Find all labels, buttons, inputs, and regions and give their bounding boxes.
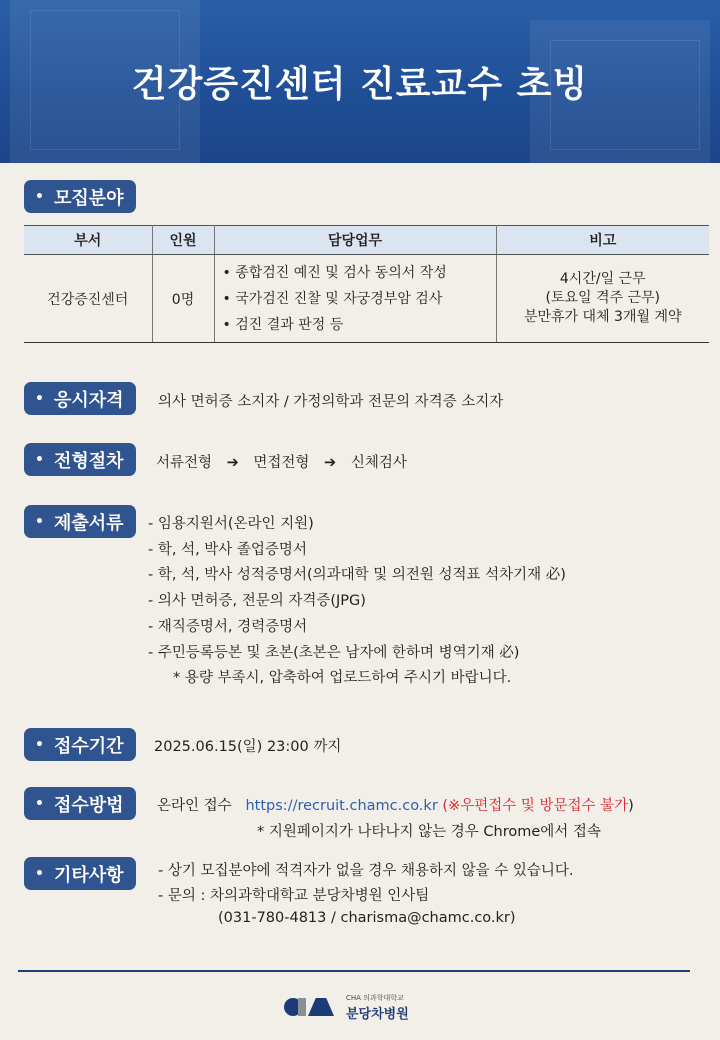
logo-main: 분당차병원 (346, 1006, 409, 1022)
section-qualification-badge (24, 382, 136, 415)
process-step: 신체검사 (350, 455, 407, 471)
documents-list (148, 512, 566, 692)
header-count: 인원 (152, 226, 214, 255)
section-process-badge (24, 443, 136, 476)
header-duties: 담당업무 (214, 226, 496, 255)
page-title: 건강증진센터 진료교수 초빙 (131, 64, 589, 105)
method-note: * 지원페이지가 나타나지 않는 경우 Chrome에서 접속 (257, 824, 601, 840)
etc-contact: (031-780-4813 / charisma@chamc.co.kr) (218, 910, 516, 926)
section-recruit-badge (24, 180, 136, 213)
documents-note: * 용량 부족시, 압축하여 업로드하여 주시기 바랍니다. (173, 670, 512, 687)
duty-item: • 종합검진 예진 및 검사 동의서 작성 (222, 264, 447, 281)
note-item: 4시간/일 근무 (559, 271, 646, 287)
list-item: - 의사 면허증, 전문의 자격증(JPG) (148, 593, 366, 610)
table-header-row (24, 226, 709, 255)
section-label: 접수기간 (53, 735, 124, 757)
section-label: 응시자격 (53, 389, 124, 411)
footer-divider (18, 970, 690, 972)
bullet-icon: • (35, 795, 44, 812)
bullet-icon: • (35, 865, 44, 882)
duty-item: • 검진 결과 판정 등 (222, 316, 344, 333)
cell-notes (496, 255, 709, 343)
method-close-paren: ) (628, 798, 634, 814)
cell-dept: 건강증진센터 (24, 255, 152, 343)
method-open-paren: ( (442, 798, 449, 814)
list-item: - 임용지원서(온라인 지원) (148, 516, 314, 532)
method-prefix: 온라인 접수 (157, 798, 232, 814)
section-label: 모집분야 (53, 187, 124, 209)
note-item: 분만휴가 대체 3개월 계약 (524, 309, 682, 325)
list-item: - 주민등록등본 및 초본(초본은 남자에 한하며 병역기재 必) (148, 644, 520, 661)
recruit-table (24, 225, 709, 343)
section-label: 전형절차 (53, 450, 124, 472)
section-period-badge (24, 728, 136, 761)
section-documents-badge (24, 505, 136, 538)
arrow-right-icon: ➔ (324, 455, 337, 471)
recruit-link[interactable]: https://recruit.chamc.co.kr (245, 798, 438, 814)
header-notes: 비고 (496, 226, 709, 255)
bullet-icon: • (35, 513, 44, 530)
header-dept: 부서 (24, 226, 152, 255)
hospital-logo (284, 992, 409, 1022)
bullet-icon: • (35, 390, 44, 407)
logo-names (346, 993, 409, 1022)
process-step: 면접전형 (253, 455, 310, 471)
method-warning: ※우편접수 및 방문접수 불가 (448, 798, 629, 814)
period-text: 2025.06.15(일) 23:00 까지 (154, 739, 342, 755)
duty-item: • 국가검진 진찰 및 자궁경부암 검사 (222, 290, 443, 307)
process-steps (156, 451, 407, 472)
cell-count: 0명 (152, 255, 214, 343)
method-line (157, 794, 634, 815)
note-item: (토요일 격주 근무) (545, 290, 660, 306)
list-item: - 재직증명서, 경력증명서 (148, 618, 308, 635)
list-item: - 학, 석, 박사 성적증명서(의과대학 및 의전원 성적표 석차기재 必) (148, 567, 566, 584)
section-label: 접수방법 (53, 794, 124, 816)
cha-logo-icon (284, 996, 336, 1018)
etc-item: - 상기 모집분야에 적격자가 없을 경우 채용하지 않을 수 있습니다. (158, 863, 574, 879)
etc-item: - 문의 : 차의과학대학교 분당차병원 인사팀 (158, 888, 430, 904)
section-etc-badge (24, 857, 136, 890)
bullet-icon: • (35, 188, 44, 205)
arrow-right-icon: ➔ (226, 455, 239, 471)
list-item: - 학, 석, 박사 졸업증명서 (148, 541, 307, 558)
section-label: 기타사항 (53, 864, 124, 886)
process-step: 서류전형 (156, 455, 213, 471)
table-row (24, 255, 709, 343)
qualification-text: 의사 면허증 소지자 / 가정의학과 전문의 자격증 소지자 (158, 394, 504, 410)
bullet-icon: • (35, 736, 44, 753)
bullet-icon: • (35, 451, 44, 468)
cell-duties (214, 255, 496, 343)
logo-sub: CHA 의과학대학교 (346, 993, 404, 1002)
section-label: 제출서류 (53, 512, 124, 534)
header-banner (0, 0, 720, 163)
section-method-badge (24, 787, 136, 820)
